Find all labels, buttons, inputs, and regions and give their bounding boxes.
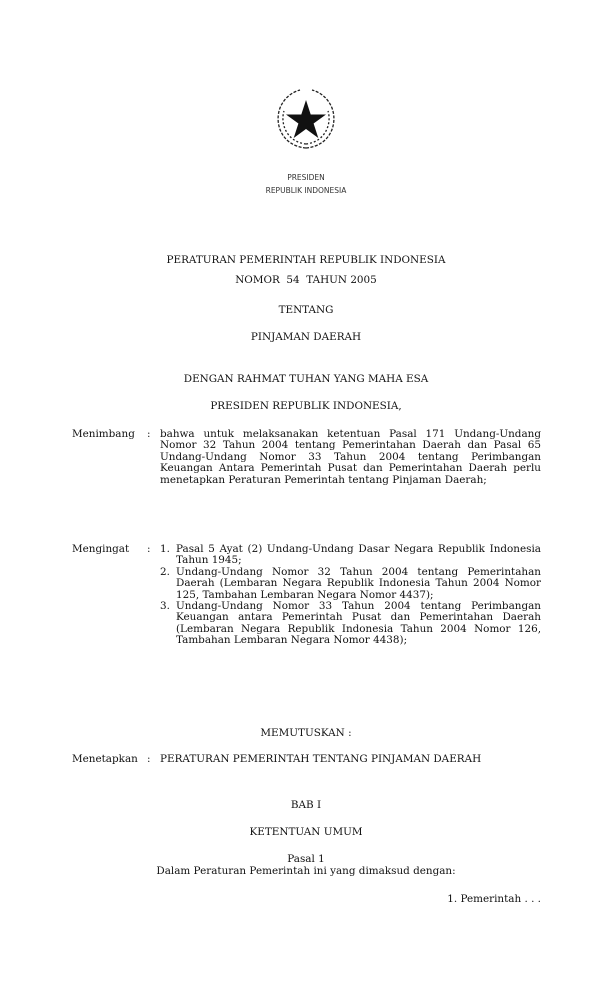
mengingat-colon: :	[147, 543, 151, 555]
title-tentang: TENTANG	[278, 304, 334, 316]
continuation-marker: 1. Pemerintah . . .	[447, 893, 541, 905]
menetapkan-label: Menetapkan	[72, 753, 138, 765]
item-text: Pasal 5 Ayat (2) Undang-Undang Dasar Negara Republik Indonesia Tahun 1945;	[176, 543, 541, 567]
list-item	[160, 544, 541, 567]
item-number: 2.	[160, 565, 170, 578]
memutuskan: MEMUTUSKAN :	[260, 727, 352, 739]
menimbang-label: Menimbang	[72, 428, 135, 440]
header-line2: REPUBLIK INDONESIA	[265, 186, 347, 195]
menimbang-colon: :	[147, 428, 151, 440]
presidential-seal-icon	[270, 84, 342, 156]
menimbang-text: bahwa untuk melaksanakan ketentuan Pasal 171 Undang-Undang Nomor 32 Tahun 2004 tentang Pemerintahan Daerah dan Pasal 65 Undang-Undang Nomor 33 Tahun 2004 tentang Perimbangan Keuangan Antara Pemerintah Pusat dan Pemerintahan Daerah perlu menetapkan Peraturan Pemerintah tentang Pinjaman Daerah;	[160, 428, 541, 486]
pasal-number: Pasal 1	[287, 853, 325, 865]
mengingat-list	[160, 544, 541, 647]
header-line1: PRESIDEN	[287, 173, 325, 182]
list-item	[160, 567, 541, 601]
title-subject: PINJAMAN DAERAH	[250, 331, 362, 343]
mengingat-label: Mengingat	[72, 543, 130, 555]
item-number: 3.	[160, 600, 170, 613]
bab-number: BAB I	[290, 799, 322, 811]
pasal-intro: Dalam Peraturan Pemerintah ini yang dimaksud dengan:	[156, 865, 456, 877]
list-item	[160, 601, 541, 647]
item-text: Undang-Undang Nomor 32 Tahun 2004 tentang Pemerintahan Daerah (Lembaran Negara Republik Indonesia Tahun 2004 Nomor 125, Tambahan Lembaran Negara Nomor 4437);	[176, 565, 541, 601]
preamble-line2: PRESIDEN REPUBLIK INDONESIA,	[210, 400, 402, 412]
title-line2: NOMOR 54 TAHUN 2005	[235, 274, 377, 286]
item-text: Undang-Undang Nomor 33 Tahun 2004 tentang Perimbangan Keuangan antara Pemerintah Pusat dan Pemerintahan Daerah (Lembaran Negara Republik Indonesia Tahun 2004 Nomor 126, Tambahan Lembaran Negara Nomor 4438);	[176, 600, 541, 647]
menetapkan-colon: :	[147, 753, 151, 765]
item-number: 1.	[160, 543, 170, 555]
title-line1: PERATURAN PEMERINTAH REPUBLIK INDONESIA	[166, 254, 446, 266]
bab-title: KETENTUAN UMUM	[249, 826, 363, 838]
menetapkan-text: PERATURAN PEMERINTAH TENTANG PINJAMAN DAERAH	[160, 753, 482, 765]
preamble-line1: DENGAN RAHMAT TUHAN YANG MAHA ESA	[183, 373, 429, 385]
